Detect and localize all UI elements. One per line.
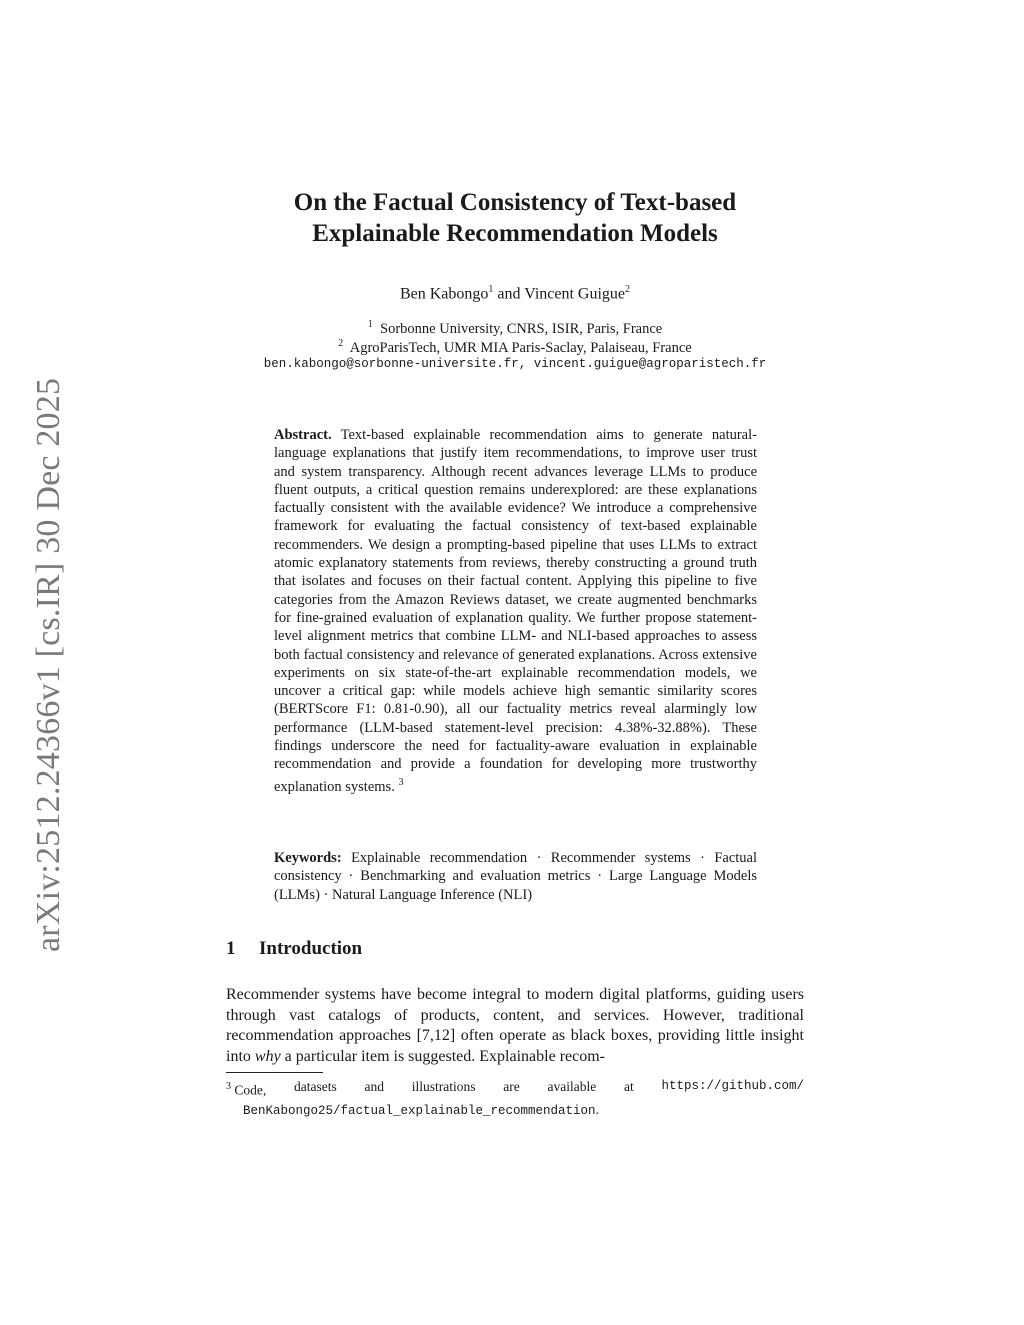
email-link[interactable]: vincent.guigue@agroparistech.fr	[533, 357, 767, 371]
affiliation-mark: 1	[367, 319, 373, 330]
footnote-word: at	[623, 1079, 634, 1094]
affiliation	[200, 338, 830, 357]
footnote-line	[226, 1077, 804, 1100]
affiliation-text: AgroParisTech, UMR MIA Paris-Saclay, Palaiseau, France	[349, 339, 692, 356]
email-link[interactable]: ben.kabongo@sorbonne-universite.fr	[263, 357, 519, 371]
footnote-divider	[226, 1072, 323, 1073]
affiliation-text: Sorbonne University, CNRS, ISIR, Paris, France	[380, 320, 663, 337]
section-heading	[226, 938, 362, 960]
abstract	[274, 426, 757, 796]
footnote-word: and	[364, 1079, 384, 1094]
author-emails	[200, 357, 830, 371]
keywords-label: Keywords:	[274, 850, 342, 866]
author-affiliation-mark: 2	[625, 284, 631, 295]
abstract-text: Text-based explainable recommendation aims to generate natural-language explanations that justify item recommendations, to improve user trust and system transparency. Although recent advances leverage LLMs to produce fluent outputs, a critical question remains underexplored: are these explanations factually consistent with the available evidence? We introduce a comprehensive framework for evaluating the factual consistency of text-based explainable recommenders. We design a prompting-based pipeline that uses LLMs to extract atomic explanatory statements from reviews, thereby constructing a ground truth that isolates and focuses on their factual content. Applying this pipeline to five categories from the Amazon Reviews dataset, we create augmented benchmarks for fine-grained evaluation of explanation quality. We further propose statement-level alignment metrics that combine LLM- and NLI-based approaches to assess both factual consistency and relevance of generated explanations. Across extensive experiments on six state-of-the-art explainable recommendation models, we uncover a critical gap: while models achieve high semantic similarity scores (BERTScore F1: 0.81-0.90), all our factuality metrics reveal alarmingly low performance (LLM-based statement-level precision: 4.38%-32.88%). These findings underscore the need for factuality-aware evaluation in explainable recommendation and provide a foundation for developing more trustworthy explanation systems.	[274, 427, 757, 795]
footnote-word: are	[503, 1079, 520, 1094]
abstract-label: Abstract.	[274, 427, 332, 443]
keywords	[274, 849, 757, 904]
intro-text: Recommender systems have become integral to modern digital platforms, guiding users through vast catalogs of products, content, and services. However, traditional recommendation approaches [7,12] often operate as black boxes, providing little insight into	[226, 986, 804, 1065]
footnote	[226, 1077, 804, 1121]
footnote-mark-and-word	[226, 1077, 266, 1100]
email-separator: ,	[518, 357, 534, 371]
footnote-period: .	[595, 1101, 599, 1117]
paper-title-line-1: On the Factual Consistency of Text-based	[293, 189, 737, 216]
section-number: 1	[226, 938, 236, 959]
intro-emphasis: why	[254, 1047, 281, 1065]
footnote-word: available	[547, 1079, 597, 1094]
footnote-line	[226, 1100, 804, 1121]
repository-url-link[interactable]: BenKabongo25/factual_explainable_recommendation	[243, 1103, 596, 1118]
author-affiliation-mark: 1	[488, 284, 494, 295]
author-list	[200, 284, 830, 303]
paper-title-line-2: Explainable Recommendation Models	[312, 220, 718, 247]
footnote-reference[interactable]: 3	[398, 776, 404, 788]
repository-url-link[interactable]: https://github.com/	[661, 1079, 804, 1093]
footnote-word: datasets	[294, 1079, 337, 1094]
author-name: Ben Kabongo	[399, 285, 489, 303]
affiliation	[200, 319, 830, 338]
affiliation-mark: 2	[338, 338, 344, 349]
footnote-word: illustrations	[411, 1079, 476, 1094]
author-conjunction: and	[493, 285, 525, 303]
intro-text: a particular item is suggested. Explainable recom-	[280, 1047, 605, 1065]
arxiv-identifier-stamp[interactable]: arXiv:2512.24366v1 [cs.IR] 30 Dec 2025	[30, 377, 67, 952]
author-name: Vincent Guigue	[524, 285, 626, 303]
paper-title	[200, 187, 830, 249]
introduction-paragraph	[226, 985, 804, 1067]
keywords-text: Explainable recommendation · Recommender systems · Factual consistency · Benchmarking and evaluation metrics · Large Language Models (LLMs) · Natural Language Inference (NLI)	[274, 850, 757, 903]
footnote-word: Code,	[234, 1082, 267, 1098]
section-title: Introduction	[259, 938, 363, 959]
footnote-mark: 3	[226, 1081, 231, 1092]
